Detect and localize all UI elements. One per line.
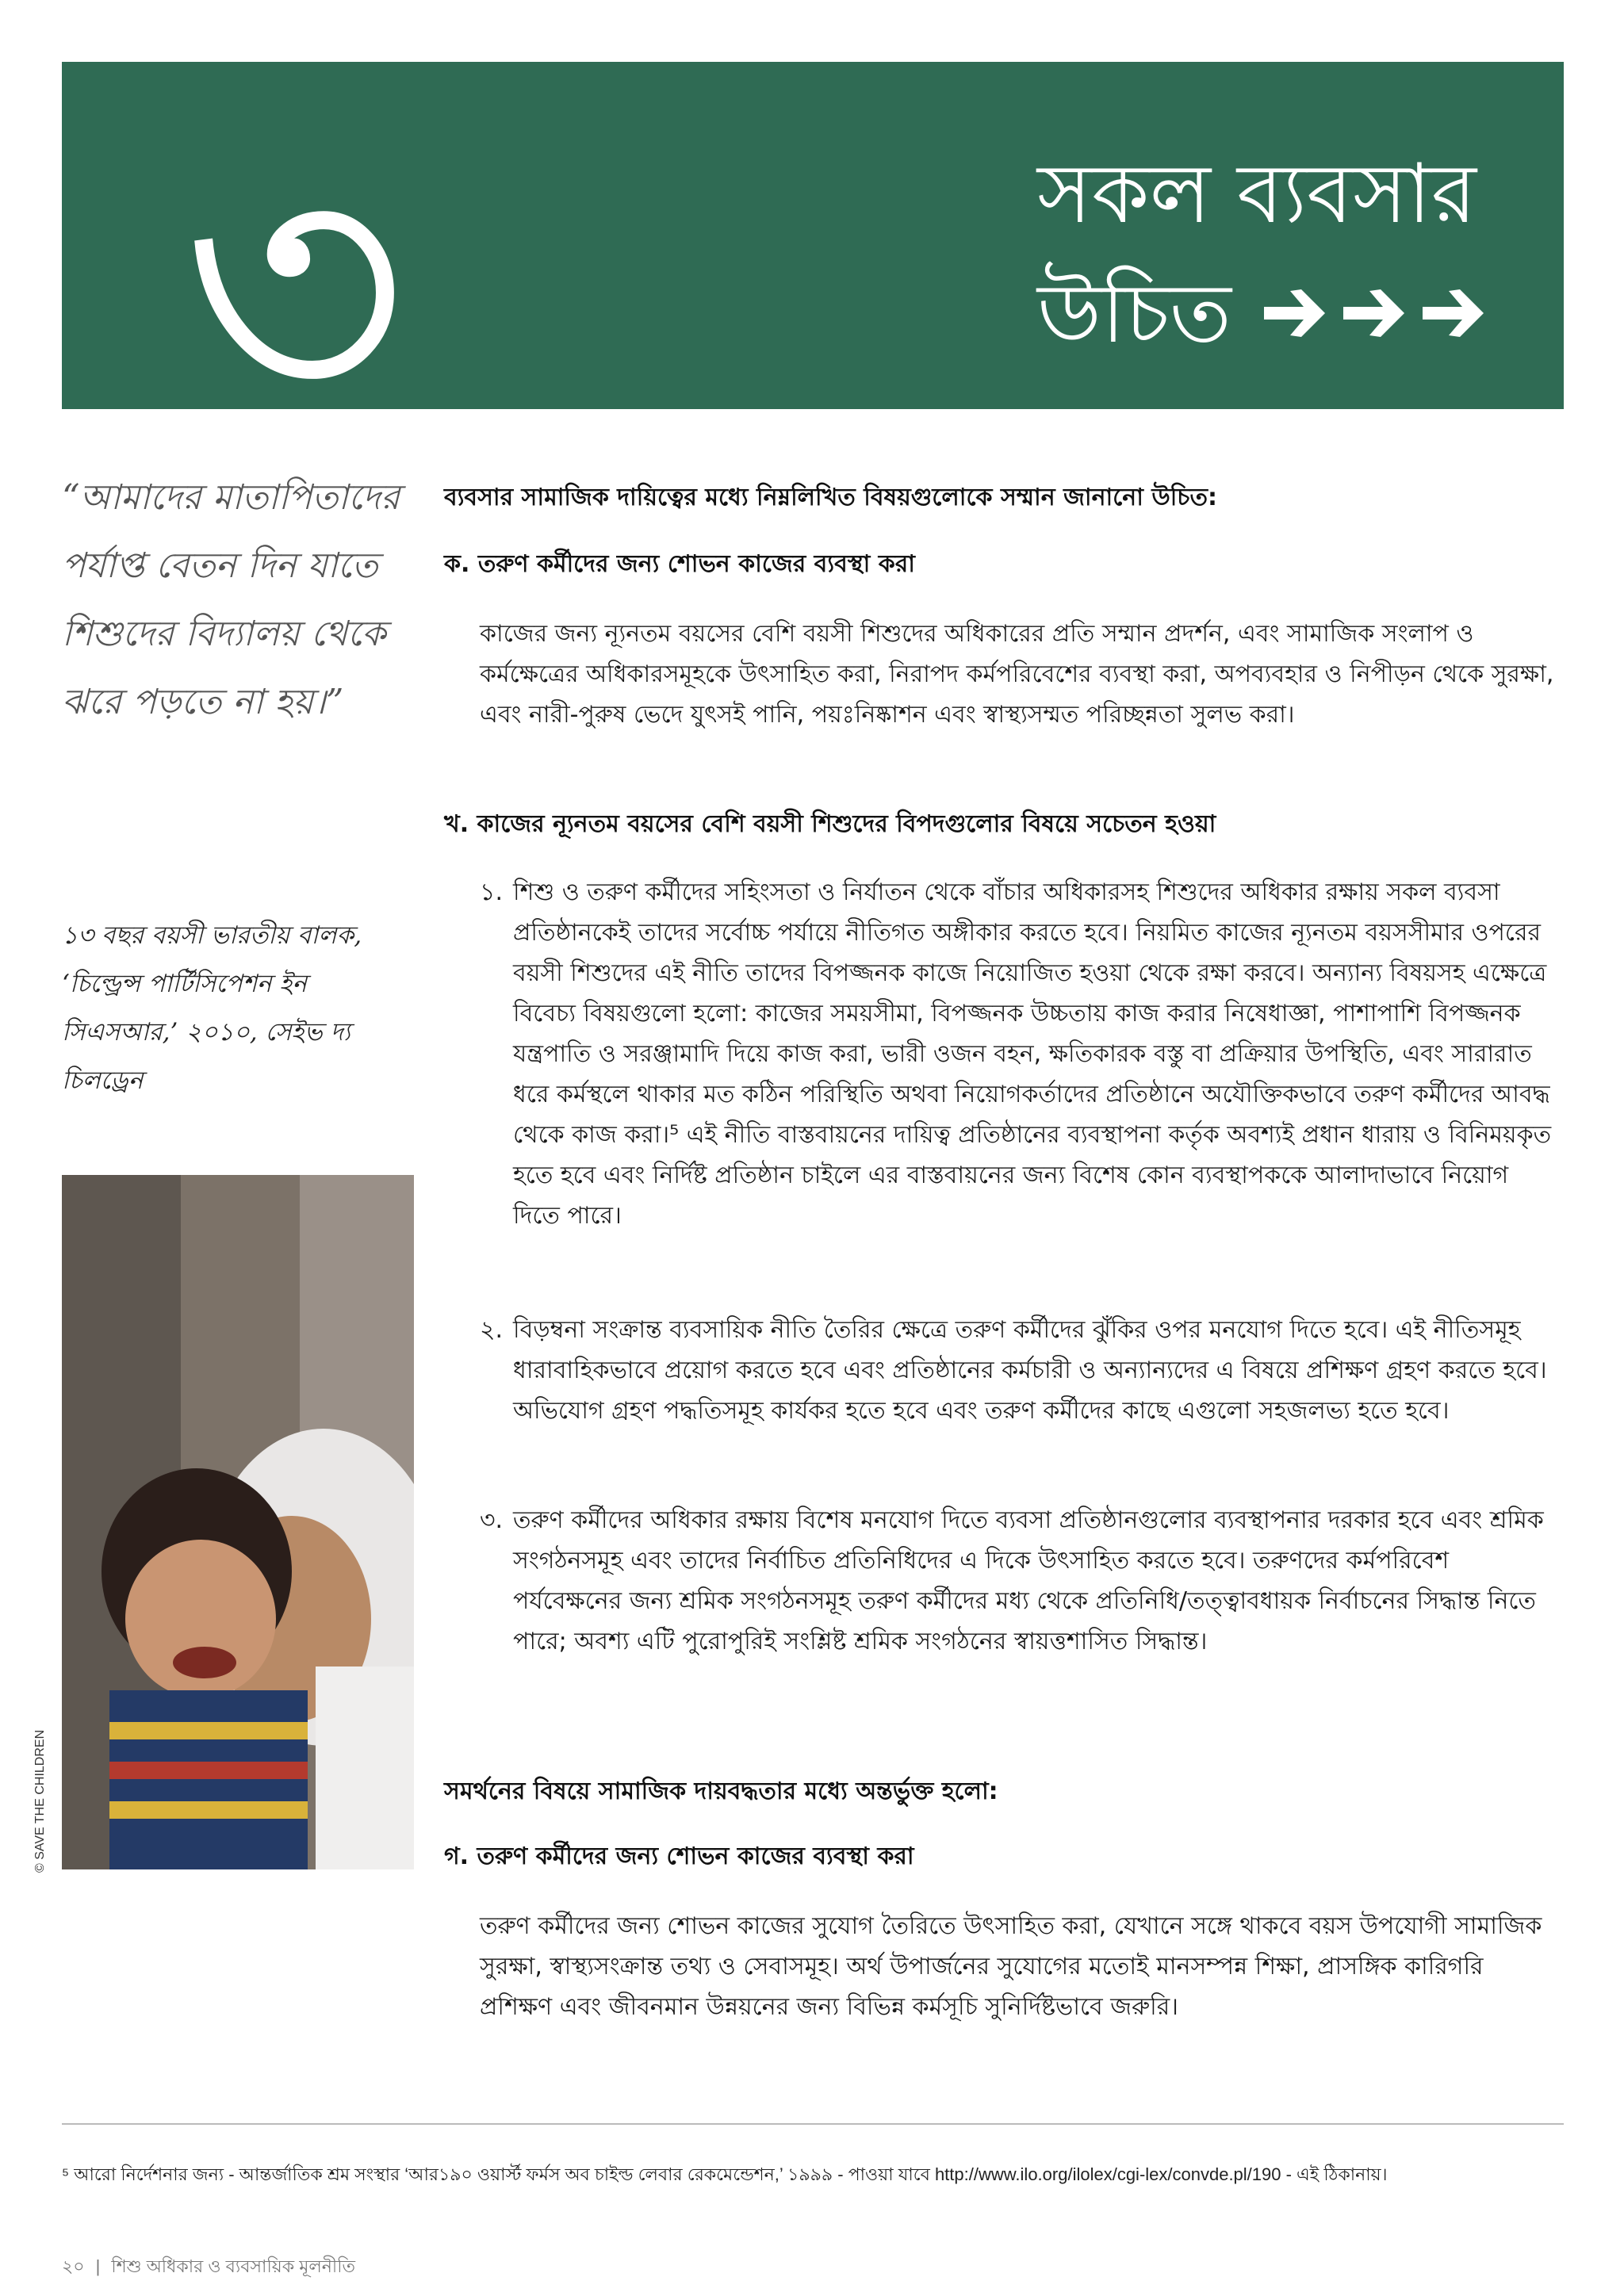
photo-credit: © SAVE THE CHILDREN [33,1729,47,1873]
triple-right-arrow-icon [1260,281,1490,345]
advocacy-heading: সমর্থনের বিষয়ে সামাজিক দায়বদ্ধতার মধ্যে অন্তর্ভুক্ত হলো: [444,1777,998,1805]
footnote: ⁵ আরো নির্দেশনার জন্য - আন্তর্জাতিক শ্রম সংস্থার ‘আর১৯০ ওয়ার্স্ট ফর্মস অব চাইল্ড লেবার রেকমেন্ডেশন,’ ১৯৯৯ - পাওয়া যাবে http://www.ilo.org/ilolex/cgi-lex/convde.pl/190 - এই ঠিকানায়। [62,2164,1388,2184]
section-b-heading: খ. কাজের ন্যূনতম বয়সের বেশি বয়সী শিশুদের বিপদগুলোর বিষয়ে সচেতন হওয়া [444,810,1216,838]
section-a-heading: ক. তরুণ কর্মীদের জন্য শোভন কাজের ব্যবস্থা করা [444,550,915,578]
footnote-divider [62,2123,1564,2125]
chapter-title-line2: উচিত [1037,264,1231,362]
quote-attribution: ১৩ বছর বয়সী ভারতীয় বালক, ‘চিল্ড্রেন্স পার্টিসিপেশন ইন সিএসআর,’ ২০১০, সেইভ দ্য চিলড্রেন [62,921,362,1095]
chapter-banner [62,62,1564,458]
intro-heading: ব্যবসার সামাজিক দায়িত্বের মধ্যে নিম্নলিখিত বিষয়গুলোকে সম্মান জানানো উচিত: [444,484,1217,511]
chapter-title-line1: সকল ব্যবসার [1037,145,1477,242]
footer-separator: | [95,2256,101,2276]
section-c-heading: গ. তরুণ কর্মীদের জন্য শোভন কাজের ব্যবস্থা করা [444,1843,914,1870]
list-item [480,1500,1562,1662]
child-photo [62,1175,414,1869]
section-a-text: কাজের জন্য ন্যূনতম বয়সের বেশি বয়সী শিশুদের অধিকারের প্রতি সম্মান প্রদর্শন, এবং সামাজিক সংলাপ ও কর্মক্ষেত্রের অধিকারসমূহকে উৎসাহিত করা, নিরাপদ কর্মপরিবেশের ব্যবস্থা করা, অপব্যবহার ও নিপীড়ন থেকে সুরক্ষা, এবং নারী-পুরুষ ভেদে যুৎসই পানি, পয়ঃনিষ্কাশন এবং স্বাস্থ্যসম্মত পরিচ্ছন্নতা সুলভ করা। [480,620,1554,729]
list-item-number: ২. [480,1316,504,1344]
photo-illustration [62,1175,414,1869]
pull-quote: “আমাদের মাতাপিতাদের পর্যাপ্ত বেতন দিন যাতে শিশুদের বিদ্যালয় থেকে ঝরে পড়তে না হয়।” [62,477,400,722]
section-c-text: তরুণ কর্মীদের জন্য শোভন কাজের সুযোগ তৈরিতে উৎসাহিত করা, যেখানে সঙ্গে থাকবে বয়স উপযোগী সামাজিক সুরক্ষা, স্বাস্থ্যসংক্রান্ত তথ্য ও সেবাসমূহ। অর্থ উপার্জনের সুযোগের মতোই মানসম্পন্ন শিক্ষা, প্রাসঙ্গিক কারিগরি প্রশিক্ষণ এবং জীবনমান উন্নয়নের জন্য বিভিন্ন কর্মসূচি সুনির্দিষ্টভাবে জরুরি। [480,1912,1542,2021]
page-footer [62,2253,355,2283]
list-item-number: ৩. [480,1506,504,1534]
list-item-text: শিশু ও তরুণ কর্মীদের সহিংসতা ও নির্যাতন থেকে বাঁচার অধিকারসহ শিশুদের অধিকার রক্ষায় সকল ব্যবসা প্রতিষ্ঠানকেই তাদের সর্বোচ্চ পর্যায়ে নীতিগত অঙ্গীকার করতে হবে। নিয়মিত কাজের ন্যূনতম বয়সসীমার ওপরের বয়সী শিশুদের এই নীতি তাদের বিপজ্জনক কাজে নিয়োজিত হওয়া থেকে রক্ষা করবে। অন্যান্য বিষয়সহ এক্ষেত্রে বিবেচ্য বিষয়গুলো হলো: কাজের সময়সীমা, বিপজ্জনক উচ্চতায় কাজ করার নিষেধাজ্ঞা, পাশাপাশি বিপজ্জনক যন্ত্রপাতি ও সরঞ্জামাদি দিয়ে কাজ করা, ভারী ওজন বহন, ক্ষতিকারক বস্তু বা প্রক্রিয়ার উপস্থিতি, এবং সারারাত ধরে কর্মস্থলে থাকার মত কঠিন পরিস্থিতি অথবা নিয়োগকর্তাদের প্রতিষ্ঠানে অযৌক্তিকভাবে তরুণ কর্মীদের আবদ্ধ থেকে কাজ করা।⁵ এই নীতি বাস্তবায়নের দায়িত্ব প্রতিষ্ঠানের ব্যবস্থাপনা কর্তৃক অবশ্যই প্রধান ধারায় ও বিনিময়কৃত হতে হবে এবং নির্দিষ্ট প্রতিষ্ঠান চাইলে এর বাস্তবায়নের জন্য বিশেষ কোন ব্যবস্থাপককে আলাদাভাবে নিয়োগ দিতে পারে। [513,878,1552,1230]
list-item-text: তরুণ কর্মীদের অধিকার রক্ষায় বিশেষ মনযোগ দিতে ব্যবসা প্রতিষ্ঠানগুলোর ব্যবস্থাপনার দরকার হবে এবং শ্রমিক সংগঠনসমূহ এবং তাদের নির্বাচিত প্রতিনিধিদের এ দিকে উৎসাহিত করতে হবে। তরুণদের কর্মপরিবেশ পর্যবেক্ষনের জন্য শ্রমিক সংগঠনসমূহ তরুণ কর্মীদের মধ্য থেকে প্রতিনিধি/তত্ত্বাবধায়ক নির্বাচনের সিদ্ধান্ত নিতে পারে; অবশ্য এটি পুরোপুরিই সংশ্লিষ্ট শ্রমিক সংগঠনের স্বায়ত্তশাসিত সিদ্ধান্ত। [513,1506,1544,1655]
list-item [480,1310,1562,1431]
document-title: শিশু অধিকার ও ব্যবসায়িক মূলনীতি [111,2256,356,2276]
page-number: ২০ [62,2256,85,2276]
list-item-number: ১. [480,878,504,906]
svg-text:৩: ৩ [181,125,408,458]
chapter-title [1037,137,1545,369]
chapter-number [181,125,546,458]
list-item [480,872,1562,1236]
list-item-text: বিড়ম্বনা সংক্রান্ত ব্যবসায়িক নীতি তৈরির ক্ষেত্রে তরুণ কর্মীদের ঝুঁকির ওপর মনযোগ দিতে হবে। এই নীতিসমূহ ধারাবাহিকভাবে প্রয়োগ করতে হবে এবং প্রতিষ্ঠানের কর্মচারী ও অন্যান্যদের এ বিষয়ে প্রশিক্ষণ গ্রহণ করতে হবে। অভিযোগ গ্রহণ পদ্ধতিসমূহ কার্যকর হতে হবে এবং তরুণ কর্মীদের কাছে এগুলো সহজলভ্য হতে হবে। [513,1316,1547,1425]
